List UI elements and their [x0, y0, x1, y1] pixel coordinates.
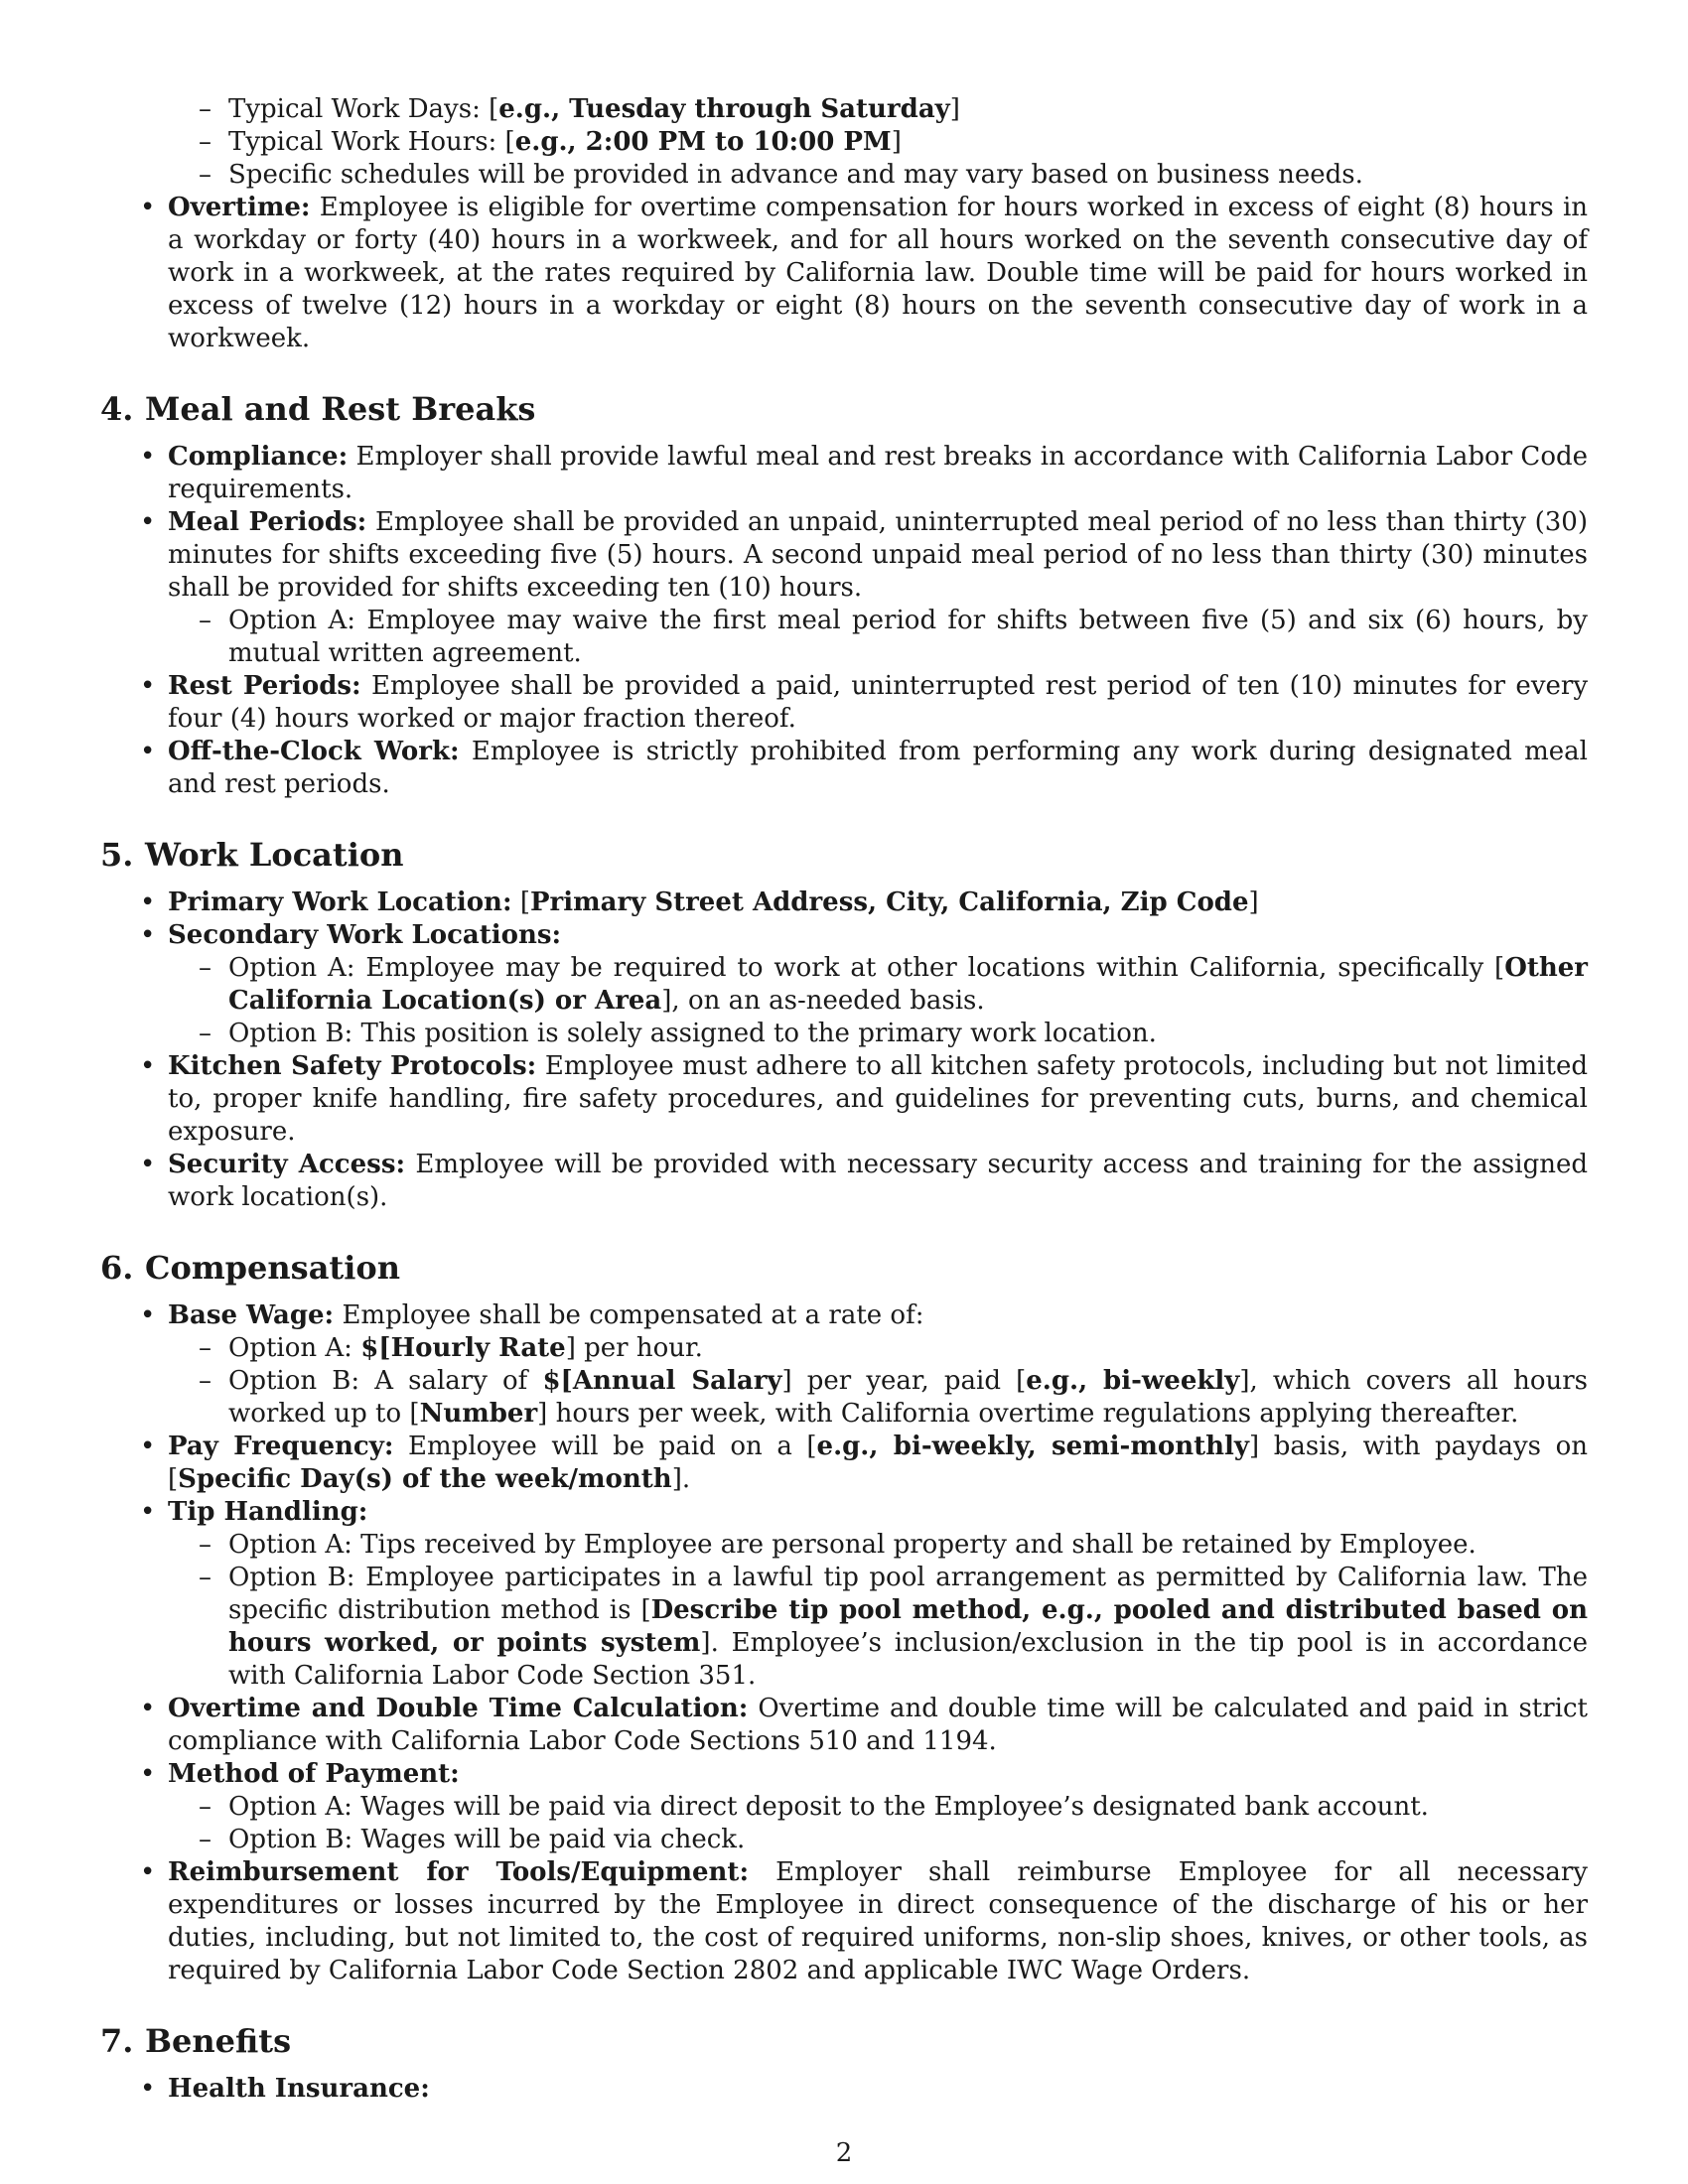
work-days-placeholder: e.g., Tuesday through Saturday [498, 94, 950, 124]
payment-option-b: – Option B: Wages will be paid via check. [168, 1824, 1588, 1856]
overtime-calculation-item: • Overtime and Double Time Calculation: Overtime and double time will be calculated and paid in strict compliance with California Labor Code Sections 510 and 1194. [168, 1693, 1588, 1758]
meal-option-a: – Option A: Employee may waive the first meal period for shifts between five (5) and six (6) hours, by mutual written agreement. [168, 605, 1588, 670]
health-insurance-item: • Health Insurance: [168, 2073, 1588, 2106]
document-page [100, 93, 1589, 2106]
rest-periods-item: • Rest Periods: Employee shall be provided a paid, uninterrupted rest period of ten (10) minutes for every four (4) hours worked or major fraction thereof. [168, 670, 1588, 736]
work-hours-placeholder: e.g., 2:00 PM to 10:00 PM [514, 127, 892, 157]
pay-frequency-item: • Pay Frequency: Employee will be paid on a [e.g., bi-weekly, semi-monthly] basis, with paydays on [Specific Day(s) of the week/month]. [168, 1431, 1588, 1496]
reimbursement-item: • Reimbursement for Tools/Equipment: Employer shall reimburse Employee for all necessary expenditures or losses incurred by the Employee in direct consequence of the discharge of his or her duties, including, but not limited to, the cost of required uniforms, non-slip shoes, knives, or other tools, as required by California Labor Code Section 2802 and applicable IWC Wage Orders. [168, 1856, 1588, 1987]
off-the-clock-item: • Off-the-Clock Work: Employee is strictly prohibited from performing any work during designated meal and rest periods. [168, 736, 1588, 801]
secondary-option-b: – Option B: This position is solely assigned to the primary work location. [168, 1018, 1588, 1050]
tip-handling-item: • Tip Handling: [168, 1496, 1588, 1529]
kitchen-safety-item: • Kitchen Safety Protocols: Employee must adhere to all kitchen safety protocols, including but not limited to, proper knife handling, fire safety procedures, and guidelines for preventing cuts, burns, and chemical exposure. [168, 1050, 1588, 1149]
secondary-option-a: – Option A: Employee may be required to work at other locations within California, specifically [Other California Location(s) or Area], on an as-needed basis. [168, 952, 1588, 1018]
overtime-item: • Overtime: Employee is eligible for overtime compensation for hours worked in excess of eight (8) hours in a workday or forty (40) hours in a workweek, and for all hours worked on the seventh consecutive day of work in a workweek, at the rates required by California law. Double time will be paid for hours worked in excess of twelve (12) hours in a workday or eight (8) hours on the seventh consecutive day of work in a workweek. [168, 192, 1588, 355]
secondary-locations-item: • Secondary Work Locations: [168, 919, 1588, 952]
work-hours-item: – Typical Work Hours: [e.g., 2:00 PM to 10:00 PM] [168, 126, 1588, 159]
primary-location-item: • Primary Work Location: [Primary Street Address, City, California, Zip Code] [168, 887, 1588, 919]
section-6-heading: 6. Compensation [100, 1249, 400, 1287]
payment-option-a: – Option A: Wages will be paid via direct deposit to the Employee’s designated bank account. [168, 1791, 1588, 1824]
security-access-item: • Security Access: Employee will be provided with necessary security access and training for the assigned work location(s). [168, 1149, 1588, 1214]
overtime-label: Overtime: [168, 193, 311, 222]
tip-option-b: – Option B: Employee participates in a lawful tip pool arrangement as permitted by California law. The specific distribution method is [Describe tip pool method, e.g., pooled and distributed based on hours worked, or points system]. Employee’s inclusion/exclusion in the tip pool is in accordance with California Labor Code Section 351. [168, 1562, 1588, 1693]
schedules-item: – Specific schedules will be provided in advance and may vary based on business needs. [168, 159, 1588, 192]
section-5-heading: 5. Work Location [100, 836, 404, 874]
meal-periods-item: • Meal Periods: Employee shall be provided an unpaid, uninterrupted meal period of no less than thirty (30) minutes for shifts exceeding five (5) hours. A second unpaid meal period of no less than thirty (30) minutes shall be provided for shifts exceeding ten (10) hours. [168, 506, 1588, 605]
method-of-payment-item: • Method of Payment: [168, 1758, 1588, 1791]
page-number: 2 [835, 2138, 853, 2168]
base-wage-option-b: – Option B: A salary of $[Annual Salary] per year, paid [e.g., bi-weekly], which covers all hours worked up to [Number] hours per week, with California overtime regulations applying thereafter. [168, 1365, 1588, 1431]
base-wage-option-a: – Option A: $[Hourly Rate] per hour. [168, 1332, 1588, 1365]
tip-option-a: – Option A: Tips received by Employee are personal property and shall be retained by Employee. [168, 1529, 1588, 1562]
section-4-heading: 4. Meal and Rest Breaks [100, 390, 536, 428]
base-wage-item: • Base Wage: Employee shall be compensated at a rate of: [168, 1299, 1588, 1332]
compliance-item: • Compliance: Employer shall provide lawful meal and rest breaks in accordance with California Labor Code requirements. [168, 441, 1588, 506]
work-days-item: – Typical Work Days: [e.g., Tuesday through Saturday] [168, 93, 1588, 126]
section-7-heading: 7. Benefits [100, 2022, 292, 2060]
